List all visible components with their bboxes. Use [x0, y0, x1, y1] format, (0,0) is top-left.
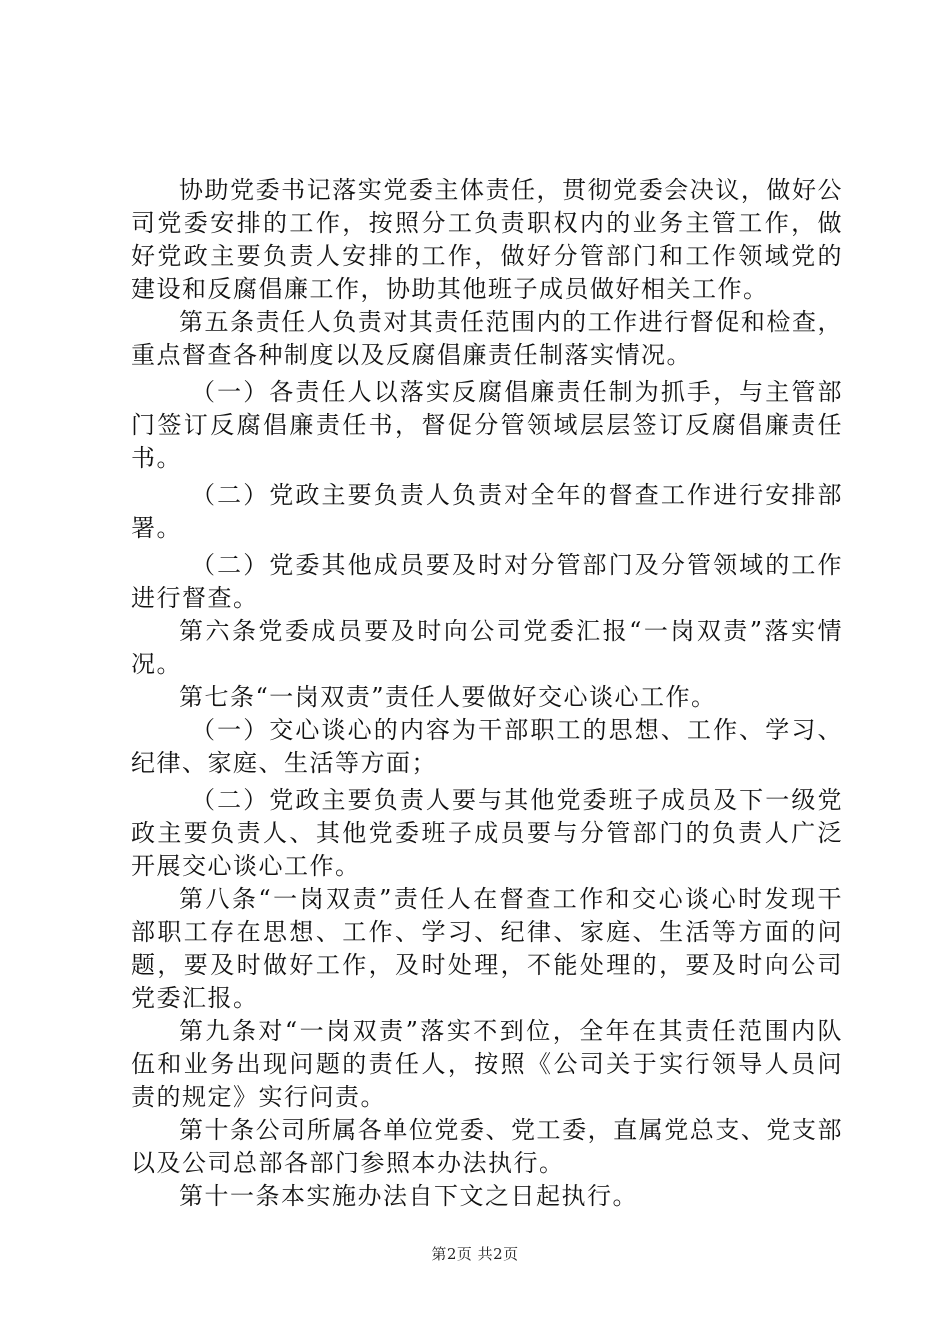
- paragraph-article-10: 第十条公司所属各单位党委、党工委，直属党总支、党支部以及公司总部各部门参照本办法执行。: [131, 1116, 843, 1177]
- paragraph-article-5-item-3: （二）党委其他成员要及时对分管部门及分管领域的工作进行督查。: [131, 551, 843, 612]
- paragraph-article-6: 第六条党委成员要及时向公司党委汇报“一岗双责”落实情况。: [131, 617, 843, 678]
- page-number-footer: 第2页 共2页: [431, 1245, 519, 1263]
- document-body: [131, 174, 843, 1213]
- paragraph-article-9: 第九条对“一岗双责”落实不到位，全年在其责任范围内队伍和业务出现问题的责任人，按照《公司关于实行领导人员问责的规定》实行问责。: [131, 1017, 843, 1111]
- paragraph-duty-assist: 协助党委书记落实党委主体责任，贯彻党委会决议，做好公司党委安排的工作，按照分工负责职权内的业务主管工作，做好党政主要负责人安排的工作，做好分管部门和工作领域党的建设和反腐倡廉工作，协助其他班子成员做好相关工作。: [131, 176, 843, 303]
- paragraph-article-5: 第五条责任人负责对其责任范围内的工作进行督促和检查，重点督查各种制度以及反腐倡廉责任制落实情况。: [131, 308, 843, 369]
- paragraph-article-7: 第七条“一岗双责”责任人要做好交心谈心工作。: [179, 683, 717, 711]
- paragraph-article-7-item-2: （二）党政主要负责人要与其他党委班子成员及下一级党政主要负责人、其他党委班子成员要与分管部门的负责人广泛开展交心谈心工作。: [131, 786, 843, 880]
- paragraph-article-5-item-1: （一）各责任人以落实反腐倡廉责任制为抓手，与主管部门签订反腐倡廉责任书，督促分管领域层层签订反腐倡廉责任书。: [131, 378, 843, 472]
- paragraph-article-7-item-1: （一）交心谈心的内容为干部职工的思想、工作、学习、纪律、家庭、生活等方面；: [131, 716, 843, 777]
- paragraph-article-11: 第十一条本实施办法自下文之日起执行。: [179, 1182, 638, 1210]
- paragraph-article-5-item-2: （二）党政主要负责人负责对全年的督查工作进行安排部署。: [131, 481, 843, 542]
- paragraph-article-8: 第八条“一岗双责”责任人在督查工作和交心谈心时发现干部职工存在思想、工作、学习、纪律、家庭、生活等方面的问题，要及时做好工作，及时处理，不能处理的，要及时向公司党委汇报。: [131, 885, 843, 1012]
